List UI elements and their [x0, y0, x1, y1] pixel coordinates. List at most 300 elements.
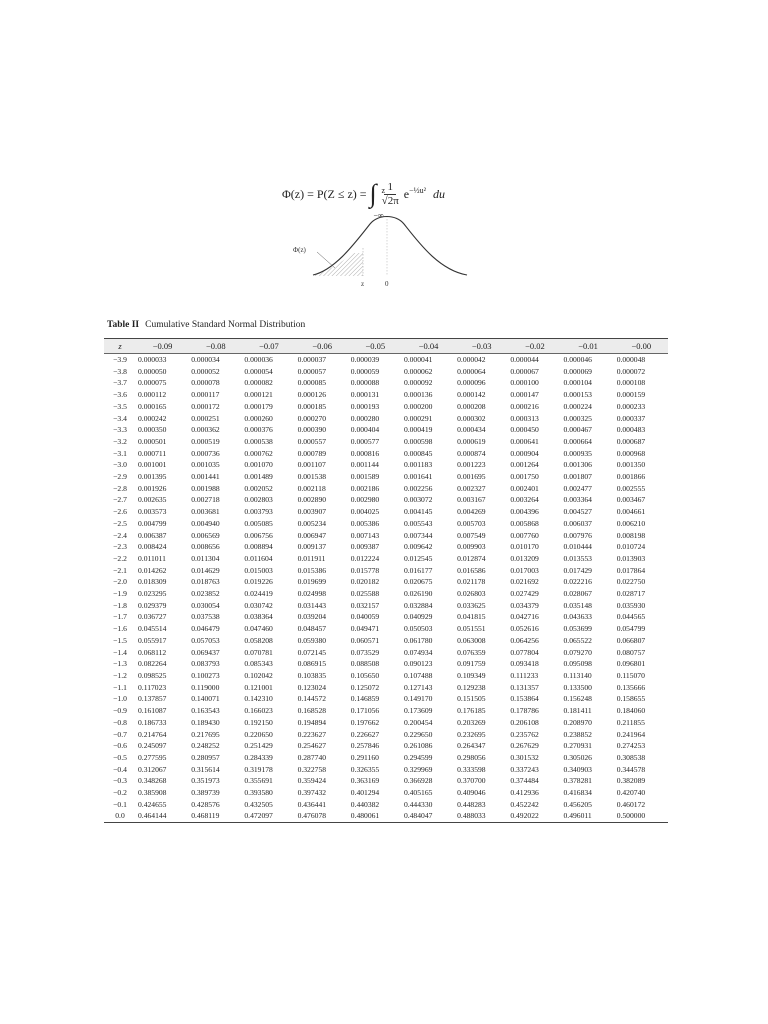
probability-cell: 0.021692 [510, 577, 539, 587]
probability-cell: 0.080757 [616, 647, 646, 657]
probability-cell: 0.226627 [350, 729, 380, 739]
probability-cell: 0.378281 [563, 776, 592, 786]
probability-cell: 0.002980 [350, 495, 380, 505]
table-row [104, 471, 668, 483]
table-row [104, 705, 668, 717]
probability-cell: 0.359424 [297, 776, 327, 786]
probability-cell: 0.140071 [191, 694, 220, 704]
probability-cell: 0.003573 [138, 507, 167, 517]
probability-cell: 0.123024 [297, 682, 327, 692]
probability-cell: 0.013903 [616, 553, 646, 563]
probability-cell: 0.001070 [244, 460, 273, 470]
table-row [104, 658, 668, 670]
z-value-cell: −2.7 [113, 495, 127, 505]
probability-cell: 0.000538 [244, 436, 273, 446]
probability-cell: 0.014629 [191, 565, 220, 575]
probability-cell: 0.229650 [403, 729, 433, 739]
probability-cell: 0.111233 [510, 670, 539, 680]
probability-cell: 0.000390 [297, 425, 327, 435]
probability-cell: 0.440382 [350, 799, 380, 809]
probability-cell: 0.023295 [138, 589, 167, 599]
probability-cell: 0.079270 [563, 647, 592, 657]
probability-cell: 0.065522 [563, 635, 592, 645]
probability-cell: 0.008656 [191, 542, 220, 552]
probability-cell: 0.066807 [616, 635, 646, 645]
probability-cell: 0.476078 [297, 811, 327, 821]
z-value-cell: −0.9 [113, 706, 127, 716]
probability-cell: 0.238852 [563, 729, 592, 739]
probability-cell: 0.027429 [510, 589, 539, 599]
probability-cell: 0.500000 [616, 811, 646, 821]
probability-cell: 0.117023 [138, 682, 167, 692]
probability-cell: 0.200454 [403, 717, 433, 727]
probability-cell: 0.232695 [457, 729, 486, 739]
probability-cell: 0.002052 [244, 483, 273, 493]
probability-cell: 0.000039 [350, 355, 380, 364]
z-value-cell: −2.5 [113, 518, 127, 528]
probability-cell: 0.001926 [138, 483, 167, 493]
probability-cell: 0.163543 [191, 706, 220, 716]
table-row [104, 459, 668, 471]
probability-cell: 0.251429 [244, 741, 273, 751]
z-value-cell: −1.7 [113, 612, 127, 622]
probability-cell: 0.083793 [191, 659, 220, 669]
probability-cell: 0.000193 [350, 401, 380, 411]
probability-cell: 0.003264 [510, 495, 539, 505]
probability-cell: 0.085343 [244, 659, 273, 669]
probability-cell: 0.006947 [297, 530, 327, 540]
probability-cell: 0.389739 [191, 788, 220, 798]
probability-cell: 0.063008 [457, 635, 486, 645]
z-value-cell: −2.0 [113, 577, 127, 587]
probability-cell: 0.333598 [457, 764, 486, 774]
integral-lower-limit: −∞ [373, 211, 384, 220]
probability-cell: 0.241964 [616, 729, 646, 739]
probability-cell: 0.000362 [191, 425, 220, 435]
probability-cell: 0.102042 [244, 670, 273, 680]
z-value-cell: −0.7 [113, 729, 127, 739]
table-row [104, 354, 668, 366]
probability-cell: 0.036727 [138, 612, 167, 622]
probability-cell: 0.008894 [244, 542, 273, 552]
table-row [104, 506, 668, 518]
probability-cell: 0.001441 [191, 472, 220, 482]
probability-cell: 0.003167 [457, 495, 486, 505]
exp-power: −½u² [409, 186, 427, 195]
probability-cell: 0.006569 [191, 530, 220, 540]
probability-cell: 0.088508 [350, 659, 380, 669]
probability-cell: 0.072145 [297, 647, 327, 657]
probability-cell: 0.000501 [138, 436, 167, 446]
probability-cell: 0.001866 [616, 472, 646, 482]
probability-cell: 0.480061 [350, 811, 380, 821]
column-header: −0.07 [259, 341, 279, 351]
probability-cell: 0.121001 [244, 682, 273, 692]
probability-cell: 0.001001 [138, 460, 167, 470]
probability-cell: 0.001350 [616, 460, 646, 470]
probability-cell: 0.082264 [138, 659, 167, 669]
probability-cell: 0.257846 [350, 741, 380, 751]
probability-cell: 0.006210 [616, 518, 646, 528]
probability-cell: 0.127143 [403, 682, 433, 692]
z-value-cell: −1.3 [113, 659, 127, 669]
probability-cell: 0.030742 [244, 600, 273, 610]
probability-cell: 0.000037 [297, 355, 327, 364]
probability-cell: 0.001223 [457, 460, 486, 470]
probability-cell: 0.038364 [244, 612, 273, 622]
table-header-row [104, 339, 668, 354]
table-row [104, 553, 668, 565]
phi-label: Φ(z) [293, 246, 306, 254]
probability-cell: 0.059380 [297, 635, 327, 645]
probability-cell: 0.053699 [563, 624, 592, 634]
probability-cell: 0.098525 [138, 670, 167, 680]
probability-cell: 0.001807 [563, 472, 592, 482]
probability-cell: 0.090123 [403, 659, 433, 669]
probability-cell: 0.472097 [244, 811, 273, 821]
probability-cell: 0.007344 [403, 530, 433, 540]
cdf-table [104, 338, 668, 823]
column-header: −0.08 [205, 341, 226, 351]
probability-cell: 0.000404 [350, 425, 380, 435]
probability-cell: 0.166023 [244, 706, 273, 716]
probability-cell: 0.492022 [510, 811, 539, 821]
table-row [104, 611, 668, 623]
probability-cell: 0.001695 [457, 472, 486, 482]
probability-cell: 0.133500 [563, 682, 592, 692]
z-label: z [361, 280, 365, 288]
probability-cell: 0.003467 [616, 495, 646, 505]
probability-cell: 0.006756 [244, 530, 273, 540]
normal-curve-svg [285, 208, 475, 298]
formula-du: du [433, 186, 446, 201]
probability-cell: 0.000121 [244, 390, 273, 400]
probability-cell: 0.024998 [297, 589, 327, 599]
probability-cell: 0.468119 [191, 811, 220, 821]
probability-cell: 0.000069 [563, 366, 592, 376]
probability-cell: 0.000078 [191, 378, 220, 388]
table-row [104, 775, 668, 787]
zero-label: 0 [385, 280, 389, 288]
probability-cell: 0.011911 [297, 553, 326, 563]
probability-cell: 0.052616 [510, 624, 539, 634]
probability-cell: 0.008424 [138, 542, 167, 552]
probability-cell: 0.026190 [403, 589, 433, 599]
probability-cell: 0.005234 [297, 518, 327, 528]
probability-cell: 0.119000 [191, 682, 220, 692]
probability-cell: 0.077804 [510, 647, 539, 657]
probability-cell: 0.002186 [350, 483, 380, 493]
probability-cell: 0.000337 [616, 413, 646, 423]
z-value-cell: −0.4 [113, 764, 127, 774]
table-row [104, 413, 668, 425]
table-row [104, 635, 668, 647]
probability-cell: 0.026803 [457, 589, 486, 599]
probability-cell: 0.042716 [510, 612, 539, 622]
probability-cell: 0.024419 [244, 589, 273, 599]
probability-cell: 0.000112 [138, 390, 167, 400]
probability-cell: 0.235762 [510, 729, 539, 739]
probability-cell: 0.011304 [191, 553, 220, 563]
probability-cell: 0.270931 [563, 741, 592, 751]
probability-cell: 0.002635 [138, 495, 167, 505]
probability-cell: 0.047460 [244, 624, 273, 634]
probability-cell: 0.004269 [457, 507, 486, 517]
probability-cell: 0.153864 [510, 694, 539, 704]
probability-cell: 0.149170 [403, 694, 433, 704]
probability-cell: 0.012545 [403, 553, 433, 563]
probability-cell: 0.025588 [350, 589, 380, 599]
probability-cell: 0.444330 [403, 799, 433, 809]
table-row [104, 530, 668, 542]
probability-cell: 0.416834 [563, 788, 592, 798]
probability-cell: 0.009137 [297, 542, 327, 552]
probability-cell: 0.000313 [510, 413, 539, 423]
probability-cell: 0.010444 [563, 542, 592, 552]
probability-cell: 0.103835 [297, 670, 327, 680]
probability-cell: 0.018309 [138, 577, 167, 587]
probability-cell: 0.000208 [457, 401, 486, 411]
probability-cell: 0.000046 [563, 355, 592, 364]
probability-cell: 0.326355 [350, 764, 380, 774]
probability-cell: 0.000224 [563, 401, 592, 411]
probability-cell: 0.021178 [457, 577, 486, 587]
probability-cell: 0.274253 [616, 741, 646, 751]
probability-cell: 0.003907 [297, 507, 327, 517]
probability-cell: 0.058208 [244, 635, 273, 645]
probability-cell: 0.142310 [244, 694, 273, 704]
probability-cell: 0.032157 [350, 600, 380, 610]
probability-cell: 0.000664 [563, 436, 592, 446]
probability-cell: 0.001306 [563, 460, 592, 470]
table-row [104, 436, 668, 448]
table-row [104, 541, 668, 553]
probability-cell: 0.000260 [244, 413, 273, 423]
probability-cell: 0.051551 [457, 624, 486, 634]
probability-cell: 0.161087 [138, 706, 167, 716]
table-row [104, 717, 668, 729]
probability-cell: 0.261086 [403, 741, 433, 751]
probability-cell: 0.003072 [403, 495, 433, 505]
z-value-cell: −0.1 [113, 799, 127, 809]
probability-cell: 0.073529 [350, 647, 380, 657]
probability-cell: 0.000092 [403, 378, 433, 388]
probability-cell: 0.005868 [510, 518, 539, 528]
probability-cell: 0.409046 [457, 788, 486, 798]
probability-cell: 0.208970 [563, 717, 592, 727]
z-value-cell: −1.8 [113, 600, 127, 610]
z-value-cell: −3.2 [113, 436, 127, 446]
probability-cell: 0.000064 [457, 366, 486, 376]
z-value-cell: −3.3 [113, 425, 127, 435]
probability-cell: 0.050503 [403, 624, 433, 634]
probability-cell: 0.009387 [350, 542, 380, 552]
probability-cell: 0.374484 [510, 776, 539, 786]
probability-cell: 0.015003 [244, 565, 273, 575]
probability-cell: 0.012874 [457, 553, 486, 563]
probability-cell: 0.096801 [616, 659, 646, 669]
probability-cell: 0.022216 [563, 577, 592, 587]
probability-cell: 0.125072 [350, 682, 380, 692]
probability-cell: 0.061780 [403, 635, 433, 645]
probability-cell: 0.005703 [457, 518, 486, 528]
probability-cell: 0.000088 [350, 378, 380, 388]
probability-cell: 0.000179 [244, 401, 273, 411]
probability-cell: 0.002803 [244, 495, 273, 505]
probability-cell: 0.168528 [297, 706, 327, 716]
probability-cell: 0.000126 [297, 390, 327, 400]
probability-cell: 0.223627 [297, 729, 327, 739]
probability-cell: 0.248252 [191, 741, 220, 751]
probability-cell: 0.319178 [244, 764, 273, 774]
probability-cell: 0.000034 [191, 355, 220, 364]
probability-cell: 0.005085 [244, 518, 273, 528]
probability-cell: 0.000036 [244, 355, 273, 364]
probability-cell: 0.267629 [510, 741, 539, 751]
probability-cell: 0.013553 [563, 553, 592, 563]
probability-cell: 0.488033 [457, 811, 486, 821]
probability-cell: 0.484047 [403, 811, 433, 821]
z-value-cell: −3.1 [113, 448, 127, 458]
probability-cell: 0.277595 [138, 752, 167, 762]
probability-cell: 0.135666 [616, 682, 646, 692]
exp-base: e [403, 187, 410, 201]
probability-cell: 0.000641 [510, 436, 539, 446]
probability-cell: 0.011604 [244, 553, 273, 563]
probability-cell: 0.000096 [457, 378, 486, 388]
probability-cell: 0.181411 [563, 706, 592, 716]
probability-cell: 0.008198 [616, 530, 646, 540]
integral-sign: ∫ z −∞ [370, 181, 377, 207]
table-row [104, 670, 668, 682]
z-value-cell: −1.1 [113, 682, 127, 692]
probability-cell: 0.000845 [403, 448, 433, 458]
z-value-cell: −1.2 [113, 670, 127, 680]
probability-cell: 0.000048 [616, 355, 646, 364]
probability-cell: 0.000117 [191, 390, 220, 400]
z-value-cell: −0.2 [113, 788, 127, 798]
probability-cell: 0.428576 [191, 799, 220, 809]
probability-cell: 0.009903 [457, 542, 486, 552]
probability-cell: 0.044565 [616, 612, 646, 622]
table-row [104, 483, 668, 495]
probability-cell: 0.010170 [510, 542, 539, 552]
probability-cell: 0.035148 [563, 600, 592, 610]
probability-cell: 0.004527 [563, 507, 592, 517]
table-row [104, 693, 668, 705]
probability-cell: 0.000142 [457, 390, 486, 400]
column-header: −0.00 [631, 341, 652, 351]
integral-upper-limit: z [381, 186, 386, 195]
probability-cell: 0.069437 [191, 647, 220, 657]
table-row [104, 565, 668, 577]
probability-cell: 0.007143 [350, 530, 380, 540]
probability-cell: 0.176185 [457, 706, 486, 716]
z-value-cell: −2.9 [113, 472, 127, 482]
probability-cell: 0.023852 [191, 589, 220, 599]
probability-cell: 0.171056 [350, 706, 380, 716]
probability-cell: 0.000816 [350, 448, 380, 458]
probability-cell: 0.039204 [297, 612, 327, 622]
probability-cell: 0.000104 [563, 378, 592, 388]
probability-cell: 0.020182 [350, 577, 380, 587]
probability-cell: 0.019226 [244, 577, 273, 587]
probability-cell: 0.436441 [297, 799, 327, 809]
probability-cell: 0.340903 [563, 764, 592, 774]
probability-cell: 0.464144 [138, 811, 167, 821]
probability-cell: 0.076359 [457, 647, 486, 657]
probability-cell: 0.003793 [244, 507, 273, 517]
probability-cell: 0.000325 [563, 413, 592, 423]
probability-cell: 0.000082 [244, 378, 273, 388]
formula-denominator: √2π [381, 194, 399, 207]
table-row [104, 752, 668, 764]
probability-cell: 0.015386 [297, 565, 327, 575]
probability-cell: 0.186733 [138, 717, 167, 727]
probability-cell: 0.312067 [138, 764, 167, 774]
table-row [104, 588, 668, 600]
z-value-cell: −3.4 [113, 413, 127, 423]
probability-cell: 0.004940 [191, 518, 220, 528]
probability-cell: 0.000434 [457, 425, 486, 435]
probability-cell: 0.001183 [403, 460, 433, 470]
probability-cell: 0.000172 [191, 401, 220, 411]
column-header: −0.01 [578, 341, 598, 351]
probability-cell: 0.040059 [350, 612, 380, 622]
probability-cell: 0.002890 [297, 495, 327, 505]
probability-cell: 0.001589 [350, 472, 380, 482]
probability-cell: 0.091759 [457, 659, 486, 669]
table-row [104, 799, 668, 811]
probability-cell: 0.000904 [510, 448, 539, 458]
probability-cell: 0.393580 [244, 788, 273, 798]
probability-cell: 0.363169 [350, 776, 380, 786]
probability-cell: 0.000072 [616, 366, 646, 376]
probability-cell: 0.412936 [510, 788, 539, 798]
probability-cell: 0.020675 [403, 577, 433, 587]
table-row [104, 401, 668, 413]
z-value-cell: −2.2 [113, 553, 127, 563]
formula-exponential [404, 186, 426, 202]
z-value-cell: −1.6 [113, 624, 127, 634]
probability-cell: 0.003681 [191, 507, 220, 517]
probability-cell: 0.151505 [457, 694, 486, 704]
probability-cell: 0.000075 [138, 378, 167, 388]
probability-cell: 0.001035 [191, 460, 220, 470]
probability-cell: 0.001144 [350, 460, 379, 470]
probability-cell: 0.405165 [403, 788, 433, 798]
probability-cell: 0.329969 [403, 764, 433, 774]
probability-cell: 0.000165 [138, 401, 167, 411]
probability-cell: 0.284339 [244, 752, 273, 762]
probability-cell: 0.006387 [138, 530, 167, 540]
probability-cell: 0.086915 [297, 659, 327, 669]
table-row [104, 518, 668, 530]
table-row [104, 366, 668, 378]
probability-cell: 0.000136 [403, 390, 433, 400]
probability-cell: 0.000159 [616, 390, 646, 400]
probability-cell: 0.000062 [403, 366, 433, 376]
probability-cell: 0.043633 [563, 612, 592, 622]
probability-cell: 0.018763 [191, 577, 220, 587]
probability-cell: 0.007549 [457, 530, 486, 540]
z-value-cell: −1.4 [113, 647, 127, 657]
phi-pointer [317, 252, 335, 268]
probability-cell: 0.115070 [616, 670, 645, 680]
probability-cell: 0.109349 [457, 670, 486, 680]
probability-cell: 0.206108 [510, 717, 539, 727]
column-header: −0.06 [312, 341, 332, 351]
